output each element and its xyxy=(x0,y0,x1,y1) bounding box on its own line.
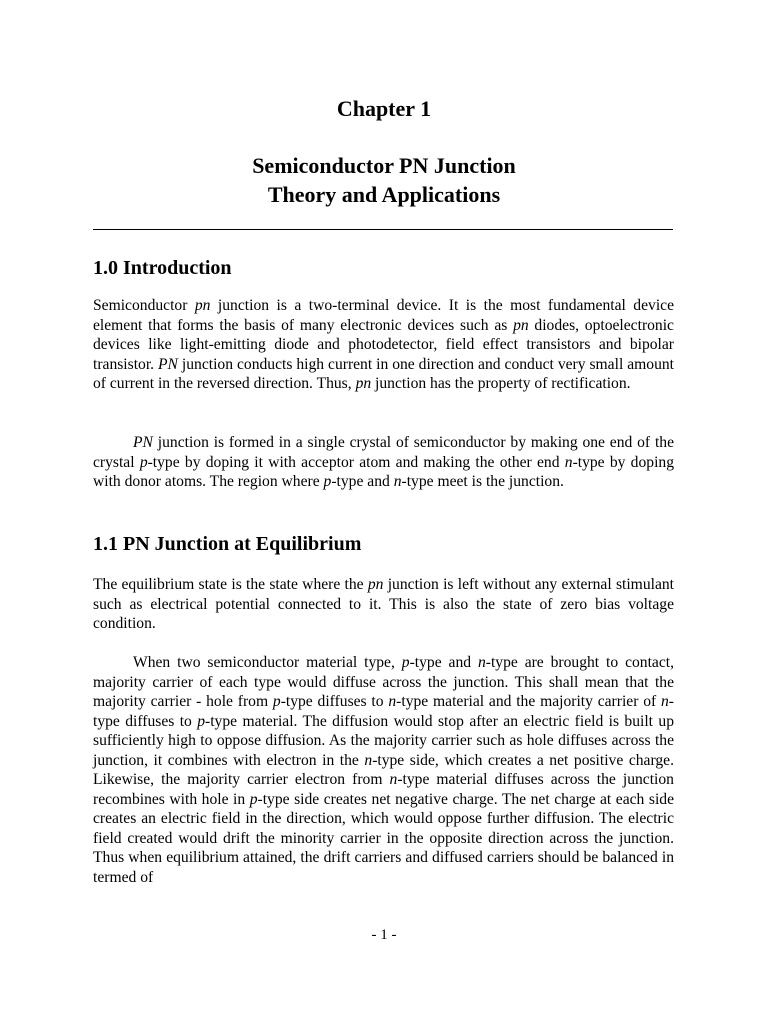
page-number: - 1 - xyxy=(371,927,397,943)
paragraph-equilibrium-2: When two semiconductor material type, p-type and n-type are brought to contact, majority carrier of each type would diffuse across the junction. This shall mean that the majority carrier - hole from p-type diffuses to n-type material and the majority carrier of n-type diffuses to p-type material. The diffusion would stop after an electric field is built up sufficiently high to oppose diffusion. As the majority carrier such as hole diffuses across the junction, it combines with electron in the n-type side, which creates a net positive charge. Likewise, the majority carrier electron from n-type material diffuses across the junction recombines with hole in p-type side creates net negative charge. The net charge at each side creates an electric field in the direction, which would oppose further diffusion. The electric field created would drift the minority carrier in the opposite direction across the junction. Thus when equilibrium attained, the drift carriers and diffused carriers should be balanced in termed of xyxy=(93,654,675,887)
title-rule xyxy=(93,229,673,230)
paragraph-intro-2: PN junction is formed in a single crystal of semiconductor by making one end of the crystal p-type by doping it with acceptor atom and making the other end n-type by doping with donor atoms. The region where p-type and n-type meet is the junction. xyxy=(93,434,675,491)
title-line-2: Theory and Applications xyxy=(267,182,501,207)
chapter-label: Chapter 1 xyxy=(336,96,432,121)
title-line-1: Semiconductor PN Junction xyxy=(252,153,516,178)
paragraph-equilibrium-1: The equilibrium state is the state where the pn junction is left without any external stimulant such as electrical potential connected to it. This is also the state of zero bias voltage condition. xyxy=(93,576,674,633)
section-heading-introduction: 1.0 Introduction xyxy=(93,257,232,279)
chapter-title xyxy=(0,151,768,209)
section-heading-equilibrium: 1.1 PN Junction at Equilibrium xyxy=(93,533,362,555)
paragraph-intro-1: Semiconductor pn junction is a two-terminal device. It is the most fundamental device element that forms the basis of many electronic devices such as pn diodes, optoelectronic devices like light-emitting diode and photodetector, field effect transistors and bipolar transistor. PN junction conducts high current in one direction and conduct very small amount of current in the reversed direction. Thus, pn junction has the property of rectification. xyxy=(93,297,675,393)
